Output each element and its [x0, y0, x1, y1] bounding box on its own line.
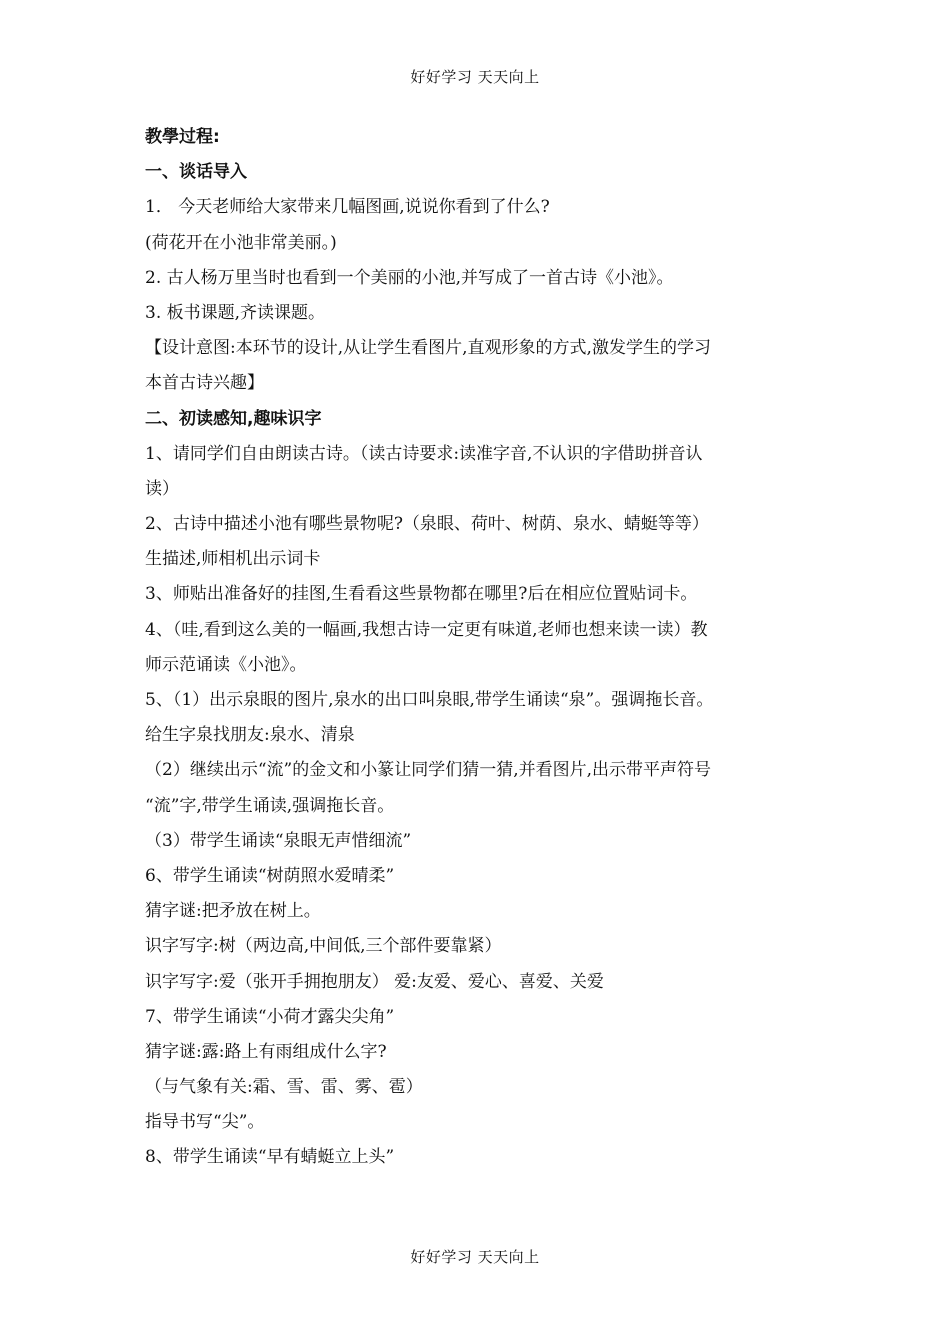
paragraph-line: 指导书写“尖”。 — [145, 1112, 265, 1133]
paragraph-line: 1、请同学们自由朗读古诗。（读古诗要求:读准字音,不认识的字借助拼音认 — [145, 443, 703, 464]
section-heading-first-reading: 二、初读感知,趣味识字 — [145, 408, 322, 429]
page-footer: 好好学习 天天向上 — [410, 1248, 540, 1266]
paragraph-line: 猜字谜:露:路上有雨组成什么字? — [145, 1041, 387, 1062]
paragraph-line: 3、师贴出准备好的挂图,生看看这些景物都在哪里?后在相应位置贴词卡。 — [145, 584, 698, 605]
section-heading-intro: 一、谈话导入 — [145, 162, 247, 183]
paragraph-line: 猜字谜:把矛放在树上。 — [145, 901, 321, 922]
page-header: 好好学习 天天向上 — [410, 68, 540, 86]
paragraph-line: 7、带学生诵读“小荷才露尖尖角” — [145, 1006, 395, 1027]
paragraph-line: 识字写字:爱（张开手拥抱朋友） 爱:友爱、爱心、喜爱、关爱 — [145, 971, 604, 992]
paragraph-line: 1． 今天老师给大家带来几幅图画,说说你看到了什么? — [145, 197, 550, 218]
paragraph-line: 3. 板书课题,齐读课题。 — [145, 302, 326, 323]
paragraph-line: （2）继续出示“流”的金文和小篆让同学们猜一猜,并看图片,出示带平声符号 — [145, 760, 712, 781]
paragraph-line: 生描述,师相机出示词卡 — [145, 549, 321, 570]
document-body — [145, 120, 825, 1176]
design-intent-line: 本首古诗兴趣】 — [145, 373, 264, 394]
paragraph-line: 4、（哇,看到这么美的一幅画,我想古诗一定更有味道,老师也想来读一读）教 — [145, 619, 708, 640]
paragraph-line: （与气象有关:霜、雪、雷、雾、雹） — [145, 1077, 423, 1098]
paragraph-line: “流”字,带学生诵读,强调拖长音。 — [145, 795, 395, 816]
paragraph-line: 6、带学生诵读“树荫照水爱晴柔” — [145, 865, 395, 886]
paragraph-line: 识字写字:树（两边高,中间低,三个部件要靠紧） — [145, 936, 502, 957]
section-heading-teaching-process: 教學过程: — [145, 127, 220, 147]
paragraph-line: 8、带学生诵读“早有蜻蜓立上头” — [145, 1147, 395, 1168]
paragraph-line: 师示范诵读《小池》。 — [145, 654, 307, 675]
paragraph-line: 2、古诗中描述小池有哪些景物呢?（泉眼、荷叶、树荫、泉水、蜻蜓等等） — [145, 514, 709, 535]
paragraph-line: （3）带学生诵读“泉眼无声惜细流” — [145, 830, 412, 851]
paragraph-line: 5、（1）出示泉眼的图片,泉水的出口叫泉眼,带学生诵读“泉”。强调拖长音。 — [145, 690, 714, 710]
paragraph-line: 给生字泉找朋友:泉水、清泉 — [145, 725, 355, 746]
paragraph-line: 读） — [145, 478, 179, 499]
paragraph-line: 2. 古人杨万里当时也看到一个美丽的小池,并写成了一首古诗《小池》。 — [145, 267, 674, 288]
design-intent-line: 【设计意图:本环节的设计,从让学生看图片,直观形象的方式,激发学生的学习 — [145, 338, 711, 359]
paragraph-line: (荷花开在小池非常美丽。) — [145, 232, 337, 253]
